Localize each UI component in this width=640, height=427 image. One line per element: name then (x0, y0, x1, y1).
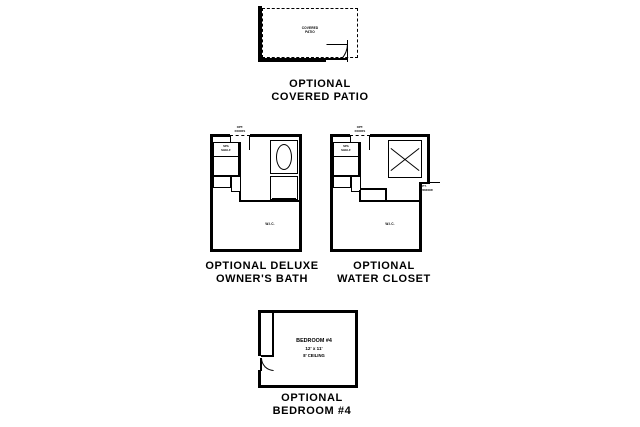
patio-left-wall (258, 6, 262, 62)
wc-shower-glass (390, 142, 420, 176)
bath-top-wall (210, 134, 230, 137)
wc-window-l1: OPT. (420, 184, 427, 188)
bath-tub-basin (276, 144, 292, 170)
bath-right-wall (299, 188, 302, 252)
bed-door-arc (261, 358, 274, 371)
wc-door-leaf-right (369, 136, 370, 150)
wc-window-l2: WINDOW (420, 188, 433, 192)
wc-opt-window (422, 182, 440, 183)
bed-name-text: BEDROOM #4 (296, 338, 332, 344)
patio-label-line2: PATIO (305, 30, 315, 34)
bath-shower-door (272, 198, 296, 199)
patio-room-label (280, 26, 340, 34)
bed-left-wall (258, 310, 261, 356)
caption-deluxe-owners-bath (192, 260, 332, 286)
plan-water-closet (330, 126, 440, 252)
caption-bath-line2: OWNER'S BATH (215, 273, 309, 285)
caption-bed-line1: OPTIONAL (281, 392, 343, 404)
bath-linen-box (213, 176, 231, 188)
wc-compartment-left-wall (359, 142, 361, 176)
wc-opt-doors-opening (350, 135, 370, 138)
wc-opt-doors-label (342, 125, 378, 133)
caption-bed-line2: BEDROOM #4 (272, 405, 352, 417)
bath-closet-left-wall (239, 192, 241, 202)
bath-vanity-divider (213, 156, 239, 157)
plan-deluxe-owners-bath (210, 126, 314, 252)
wc-doors-l2: DOORS (354, 129, 366, 133)
wc-doors-l1: OPT. (356, 125, 364, 129)
patio-label-line1: COVERED (301, 26, 319, 30)
bath-shower-stall (270, 176, 298, 200)
bath-spa-shelf-label (214, 144, 238, 152)
bed-ceiling-text: 8' CEILING (303, 353, 325, 358)
plan-covered-patio (258, 6, 363, 68)
caption-bedroom-4 (242, 392, 382, 418)
bath-divider-wall (239, 142, 241, 176)
bath-spa-l2: SHELF (221, 148, 231, 152)
wc-right-wall (427, 134, 430, 184)
wc-spa-l2: SHELF (341, 148, 351, 152)
bath-doors-l1: OPT. (236, 125, 244, 129)
caption-bath-line1: OPTIONAL DELUXE (205, 260, 319, 272)
wc-top-wall-right (370, 134, 430, 137)
wc-wic-text: W.I.C. (385, 222, 395, 226)
bath-opt-doors-label (222, 125, 258, 133)
patio-bottom-wall (258, 58, 326, 62)
bed-dim-text: 12' x 11' (305, 346, 323, 351)
bath-doors-l2: DOORS (234, 129, 246, 133)
patio-door-arc (326, 44, 348, 66)
patio-door-jamb (347, 40, 349, 62)
bath-right-upper-wall (299, 134, 302, 190)
bed-closet-bottom (261, 355, 274, 357)
wc-top-wall-left (330, 134, 350, 137)
bed-room-label (278, 338, 350, 359)
caption-wc-line2: WATER CLOSET (337, 273, 431, 285)
wc-linen-box (333, 176, 351, 188)
caption-water-closet (322, 260, 446, 286)
wc-right-lower-wall (419, 184, 422, 252)
bath-closet-top-wall (239, 200, 301, 202)
wc-closet-top-wall (359, 200, 421, 202)
bath-opt-doors-opening (230, 135, 250, 138)
bed-right-wall (355, 310, 358, 388)
caption-patio-line1: OPTIONAL (289, 78, 351, 90)
caption-wc-line1: OPTIONAL (353, 260, 415, 272)
plan-bedroom-4 (258, 310, 366, 390)
bath-top-wall-right (250, 134, 302, 137)
wc-compartment-wall (361, 188, 387, 190)
bath-spa-l1: SPA (223, 144, 229, 148)
wc-opt-window-label (420, 184, 450, 192)
wc-wic-label (368, 222, 412, 226)
bed-bottom-wall (258, 385, 358, 388)
bath-toilet-box (231, 176, 241, 192)
wc-spa-l1: SPA (343, 144, 349, 148)
caption-patio-line2: COVERED PATIO (271, 91, 369, 103)
bath-wic-text: W.I.C. (265, 222, 275, 226)
bed-closet-partition (272, 313, 274, 357)
wc-closet-left-wall (359, 190, 361, 202)
caption-covered-patio (235, 78, 405, 104)
bath-wic-label (248, 222, 292, 226)
wc-spa-shelf-label (334, 144, 358, 152)
wc-bottom-wall (330, 249, 422, 252)
wc-vanity-divider (333, 156, 359, 157)
bath-bottom-wall (210, 249, 302, 252)
bath-door-leaf-right (249, 136, 250, 150)
